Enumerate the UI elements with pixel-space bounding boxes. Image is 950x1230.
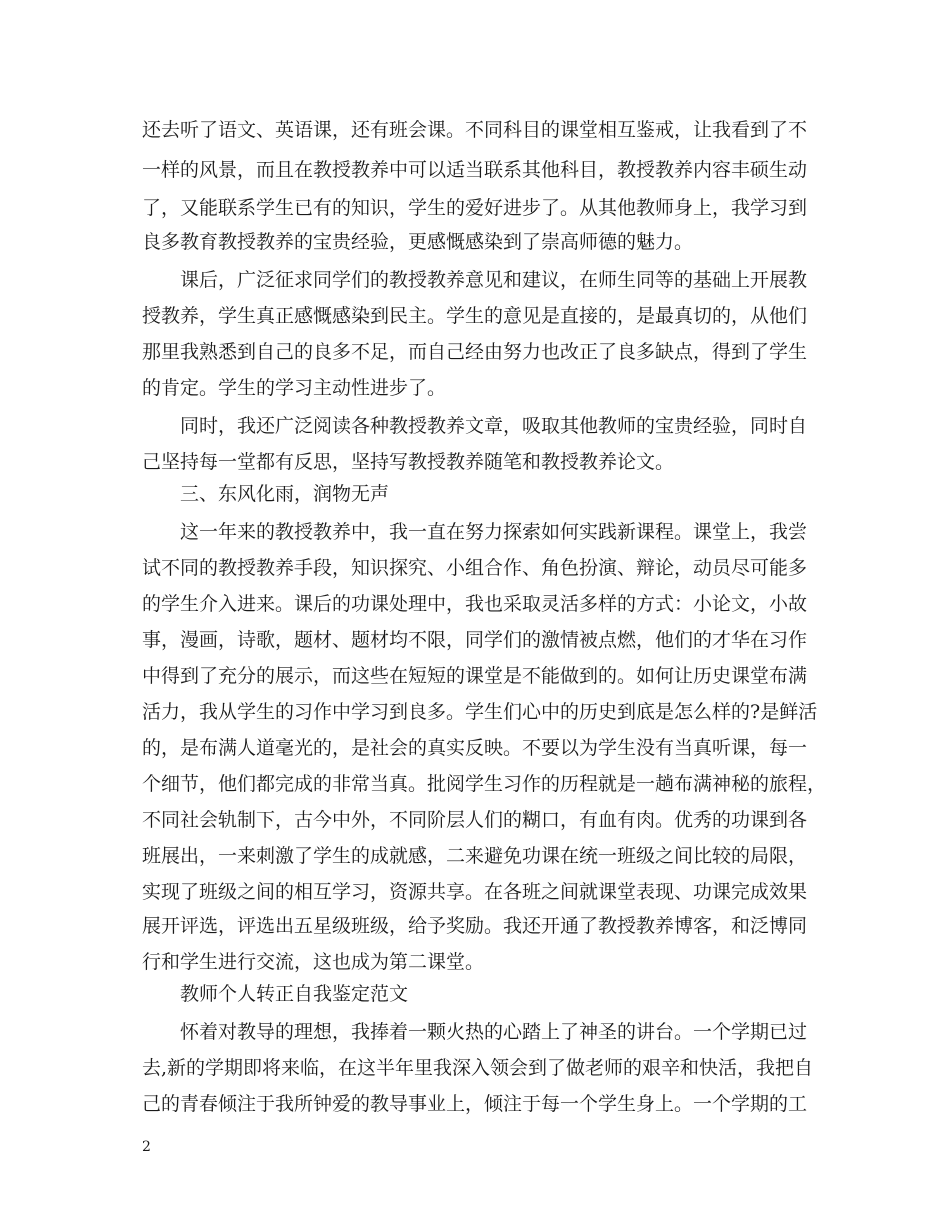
body-line: 展开评选，评选出五星级班级，给予奖励。我还开通了教授教养博客，和泛博同 [142,915,808,937]
paragraph-start-line: 这一年来的教授教养中，我一直在努力探索如何实践新课程。课堂上，我尝 [180,521,808,543]
section-heading: 教师个人转正自我鉴定范文 [180,983,409,1005]
paragraph-start-line: 怀着对教导的理想，我捧着一颗火热的心踏上了神圣的讲台。一个学期已过 [180,1021,808,1043]
body-line: 中得到了充分的展示，而这些在短短的课堂是不能做到的。如何让历史课堂布满 [142,665,808,687]
body-line: 己坚持每一堂都有反思，坚持写教授教养随笔和教授教养论文。 [142,451,675,473]
paragraph-start-line: 课后，广泛征求同学们的教授教养意见和建议，在师生同等的基础上开展教 [180,269,808,291]
body-line: 的，是布满人道毫光的，是社会的真实反映。不要以为学生没有当真听课，每一 [142,737,808,759]
page-number: 2 [142,1139,151,1155]
body-line: 个细节，他们都完成的非常当真。批阅学生习作的历程就是一趟布满神秘的旅程， [142,773,827,795]
body-line: 试不同的教授教养手段，知识探究、小组合作、角色扮演、辩论，动员尽可能多 [142,557,808,579]
body-line: 的学生介入进来。课后的功课处理中，我也采取灵活多样的方式：小论文，小故 [142,593,808,615]
body-line: 不同社会轨制下，古今中外，不同阶层人们的糊口，有血有肉。优秀的功课到各 [142,809,808,831]
body-line: 的肯定。学生的学习主动性进步了。 [142,377,447,399]
body-line: 去,新的学期即将来临，在这半年里我深入领会到了做老师的艰辛和快活，我把自 [142,1057,814,1079]
body-line: 行和学生进行交流，这也成为第二课堂。 [142,951,485,973]
body-line: 了，又能联系学生已有的知识，学生的爱好进步了。从其他教师身上，我学习到 [142,197,808,219]
body-line: 还去听了语文、英语课，还有班会课。不同科目的课堂相互鉴戒，让我看到了不 [142,119,808,141]
section-heading: 三、东风化雨，润物无声 [180,483,390,505]
body-line: 那里我熟悉到自己的良多不足，而自己经由努力也改正了良多缺点，得到了学生 [142,341,808,363]
body-line: 实现了班级之间的相互学习，资源共享。在各班之间就课堂表现、功课完成效果 [142,881,808,903]
body-line: 班展出，一来刺激了学生的成就感，二来避免功课在统一班级之间比较的局限， [142,845,808,867]
body-line: 授教养，学生真正感慨感染到民主。学生的意见是直接的，是最真切的，从他们 [142,305,808,327]
body-line: 活力，我从学生的习作中学习到良多。学生们心中的历史到底是怎么样的?是鲜活 [142,701,818,723]
body-line: 良多教育教授教养的宝贵经验，更感慨感染到了崇高师德的魅力。 [142,231,694,253]
body-line: 一样的风景，而且在教授教养中可以适当联系其他科目，教授教养内容丰硕生动 [142,159,808,181]
body-line: 己的青春倾注于我所钟爱的教导事业上，倾注于每一个学生身上。一个学期的工 [142,1093,808,1115]
paragraph-start-line: 同时，我还广泛阅读各种教授教养文章，吸取其他教师的宝贵经验，同时自 [180,415,808,437]
body-line: 事，漫画，诗歌，题材、题材均不限，同学们的激情被点燃，他们的才华在习作 [142,629,808,651]
